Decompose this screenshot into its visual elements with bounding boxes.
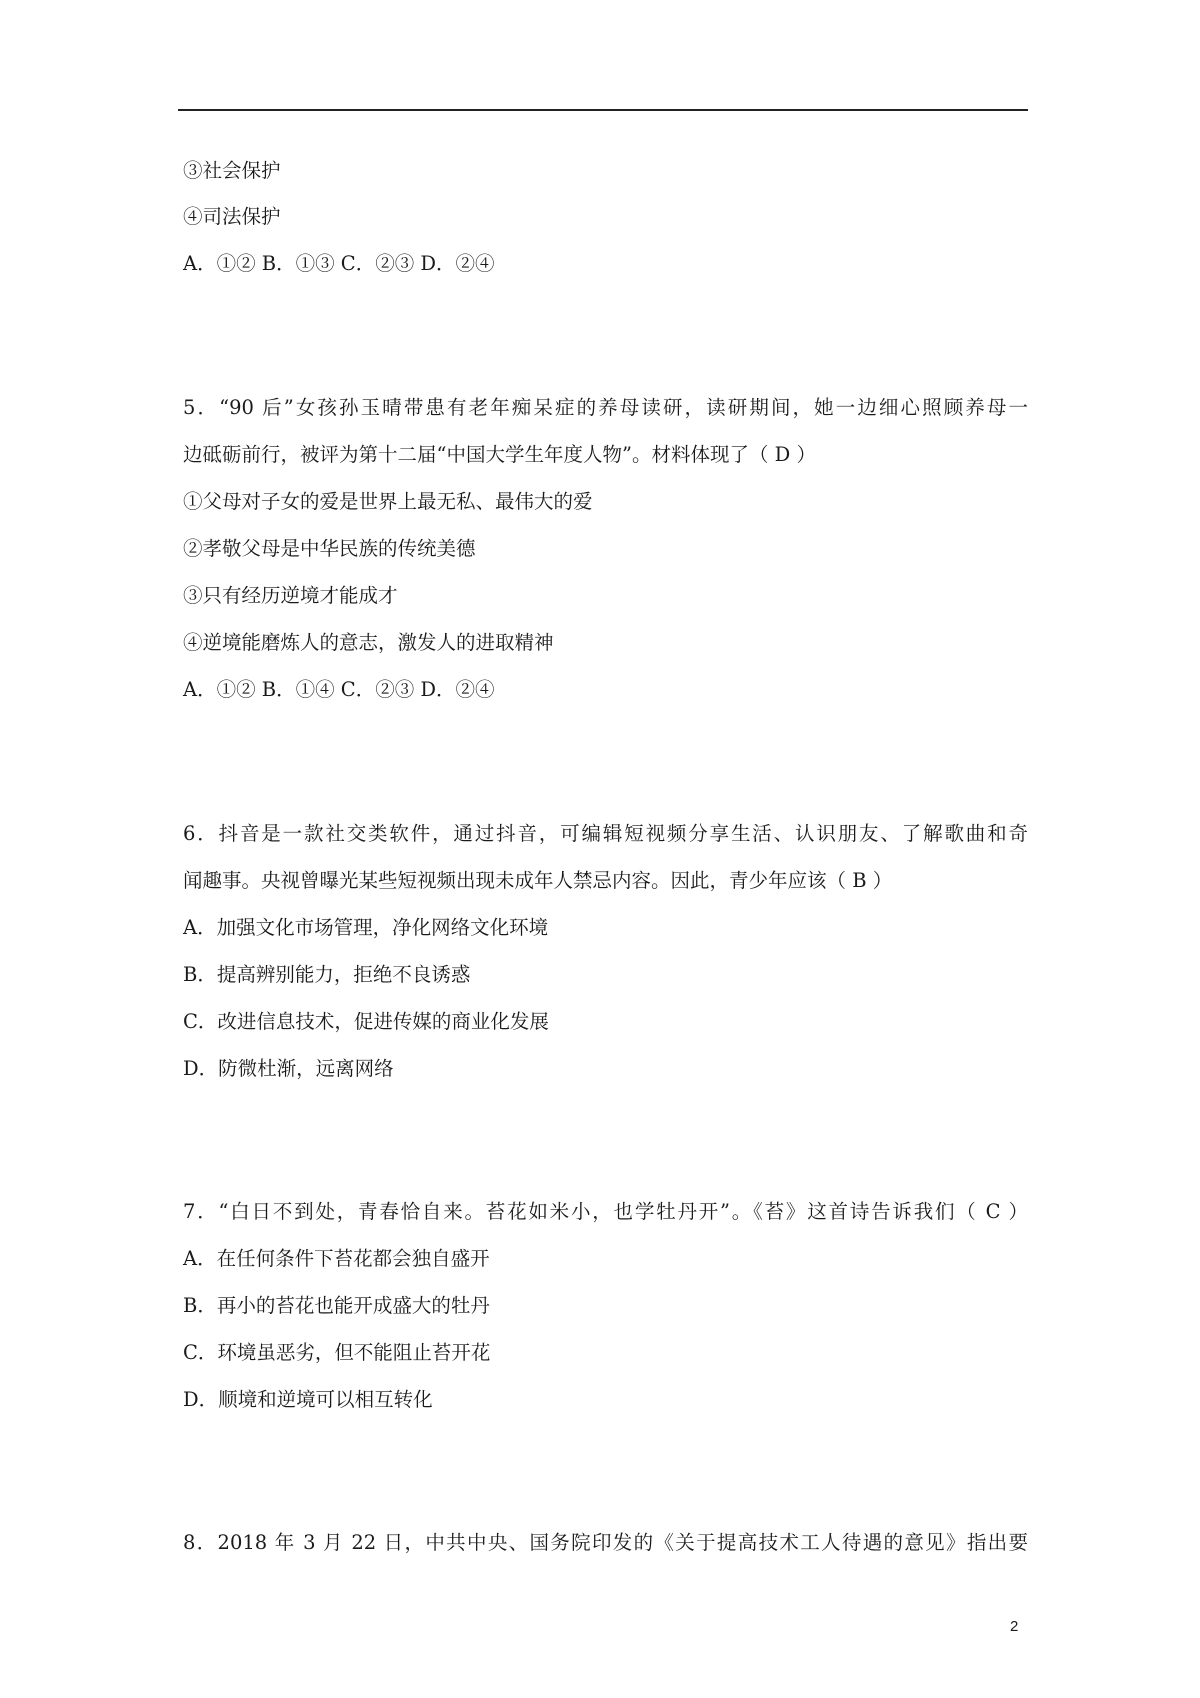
q6-option-b: B．提高辨别能力，拒绝不良诱惑 — [183, 963, 471, 986]
question-5-text-line-1: 5．“90 后”女孩孙玉晴带患有老年痴呆症的养母读研，读研期间，她一边细心照顾养母一 — [183, 396, 1028, 419]
q6-option-c: C．改进信息技术，促进传媒的商业化发展 — [183, 1010, 549, 1033]
q5-statement-3: ③只有经历逆境才能成才 — [183, 584, 398, 607]
q6-option-d: D．防微杜渐，远离网络 — [183, 1057, 394, 1080]
q6-option-a: A．加强文化市场管理，净化网络文化环境 — [183, 916, 549, 939]
q5-statement-2: ②孝敬父母是中华民族的传统美德 — [183, 537, 476, 560]
page-number: 2 — [1010, 1618, 1019, 1635]
answer-choices-q4: A．①② B．①③ C．②③ D．②④ — [183, 252, 495, 275]
question-6-text-line-1: 6．抖音是一款社交类软件，通过抖音，可编辑短视频分享生活、认识朋友、了解歌曲和奇 — [183, 822, 1028, 845]
question-6-text-line-2: 闻趣事。央视曾曝光某些短视频出现未成年人禁忌内容。因此，青少年应该（ B ） — [183, 869, 893, 892]
answer-choices-q5: A．①② B．①④ C．②③ D．②④ — [183, 678, 495, 701]
q7-option-d: D．顺境和逆境可以相互转化 — [183, 1388, 433, 1411]
q5-statement-1: ①父母对子女的爱是世界上最无私、最伟大的爱 — [183, 490, 593, 513]
q5-statement-4: ④逆境能磨炼人的意志，激发人的进取精神 — [183, 631, 554, 654]
question-7-text: 7．“白日不到处，青春恰自来。苔花如米小，也学牡丹开”。《苔》这首诗告诉我们（ C ） — [183, 1200, 1028, 1223]
header-rule — [178, 109, 1028, 111]
question-5-text-line-2: 边砥砺前行，被评为第十二届“中国大学生年度人物”。材料体现了（ D ） — [183, 443, 816, 466]
option-item-3: ③社会保护 — [183, 159, 281, 182]
q7-option-a: A．在任何条件下苔花都会独自盛开 — [183, 1247, 490, 1270]
option-item-4: ④司法保护 — [183, 205, 281, 228]
question-8-text: 8．2018 年 3 月 22 日，中共中央、国务院印发的《关于提高技术工人待遇的意见》指出要 — [183, 1531, 1028, 1554]
q7-option-c: C．环境虽恶劣，但不能阻止苔开花 — [183, 1341, 491, 1364]
q7-option-b: B．再小的苔花也能开成盛大的牡丹 — [183, 1294, 490, 1317]
